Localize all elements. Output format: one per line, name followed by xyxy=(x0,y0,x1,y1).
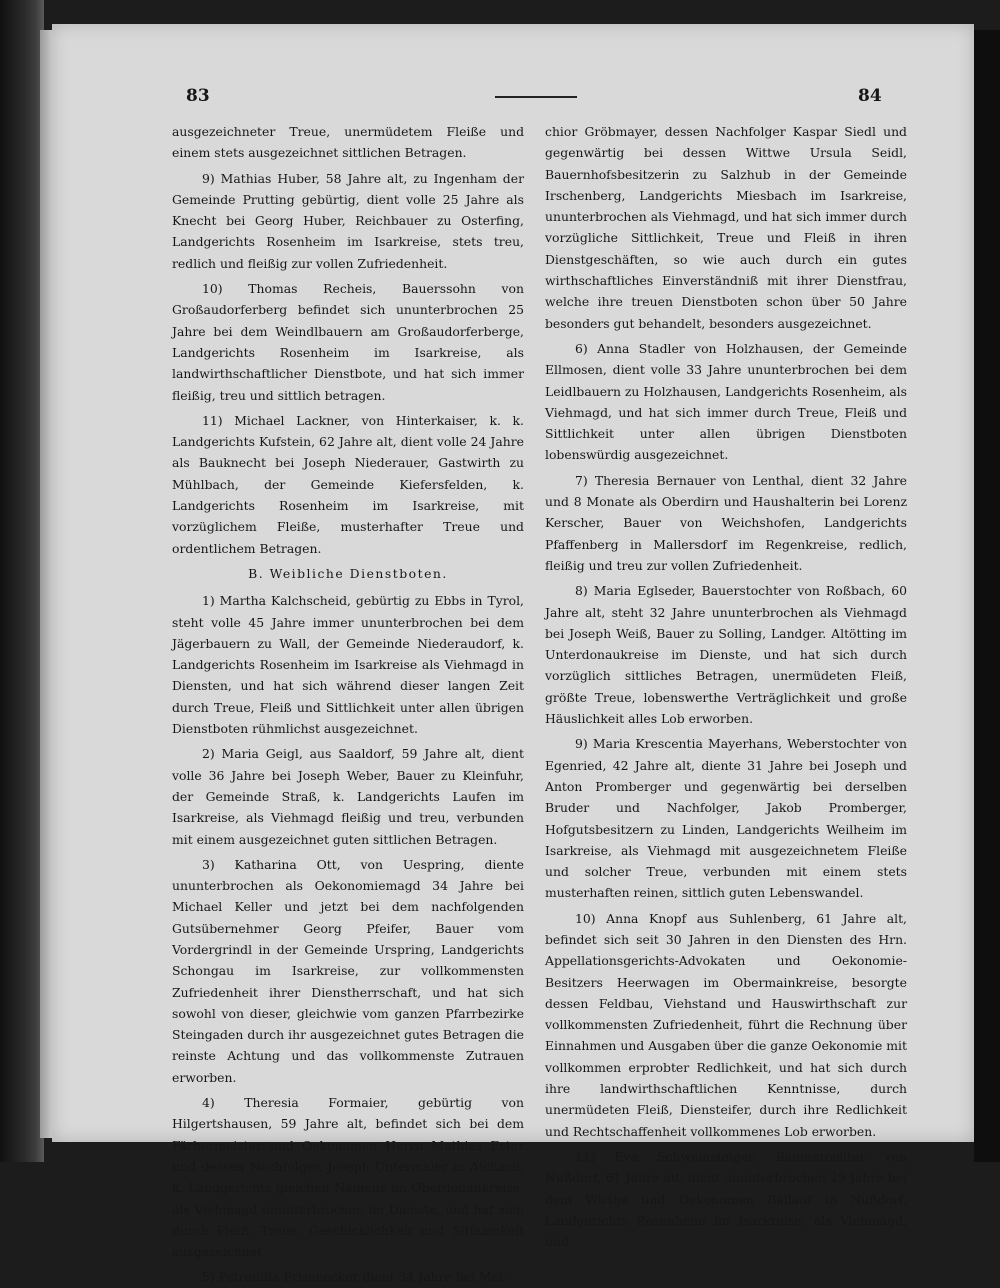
section-heading: B. Weibliche Dienstboten. xyxy=(248,565,448,581)
paragraph-entry-b4: 4) Theresia Formaier, gebürtig von Hilgertshausen, 59 Jahre alt, befindet sich bei dem Färbermeister und Oekonomen Herrn Mathias Ester und dessen Nachfolger, Joseph Untermaier in Aichach, k. Landgerichts gleichen Namens im Oberdonaukreise, als Viehmagd ununterbrochen im Dienste, und hat sich durch Fleiß, Treue, Geschicklichkeit und Sittsamkeit ausgezeichnet. xyxy=(172,1095,524,1260)
page-number-left: 83 xyxy=(186,86,210,106)
paragraph-entry-b5: 5) Petronilla Frisenecker dient 34 Jahre bei Mel- xyxy=(202,1269,508,1285)
right-column xyxy=(545,121,907,1252)
background-edge xyxy=(974,30,1000,1162)
book-binding xyxy=(0,0,44,1162)
paragraph-entry-b2: 2) Maria Geigl, aus Saaldorf, 59 Jahre alt, dient volle 36 Jahre bei Joseph Weber, Bauer zu Kleinfuhr, der Gemeinde Straß, k. Landgerichts Laufen im Isarkreise, als Viehmagd fleißig und treu, verbunden mit einem ausgezeichnet guten sittlichen Betragen. xyxy=(172,746,524,847)
paragraph-entry-b1: 1) Martha Kalchscheid, gebürtig zu Ebbs in Tyrol, steht volle 45 Jahre immer ununterbrochen bei dem Jägerbauern zu Wall, der Gemeinde Niederaudorf, k. Landgerichts Rosenheim im Isarkreise als Viehmagd in Diensten, und hat sich während dieser langen Zeit durch Treue, Fleiß und Sittlichkeit unter allen übrigen Dienstboten rühmlichst ausgezeichnet. xyxy=(172,593,524,737)
paragraph-entry-10: 10) Thomas Recheis, Bauerssohn von Großaudorferberg befindet sich ununterbrochen 25 Jahre bei dem Weindlbauern am Großaudorferberge, Landgerichts Rosenheim im Isarkreise, als landwirthschaftlicher Dienstbote, und hat sich immer fleißig, treu und sittlich betragen. xyxy=(172,281,524,403)
paragraph-entry-b11: 11) Eva Schweinsteiger, Bauerstochter von Nußdorf, 61 Jahre alt, dient ununterbrochen 29 Jahre bei dem Wirthe und Oekonomen Ballauf in Nußdorf, Landgerichts Rosenheim im Isarkreise, als Viehmagd, und xyxy=(545,1148,907,1250)
paragraph-entry-b3: 3) Katharina Ott, von Uespring, diente ununterbrochen als Oekonomiemagd 34 Jahre bei Michael Keller und jetzt bei dem nachfolgenden Gutsübernehmer Georg Pfeifer, Bauer vom Vordergrindl in der Gemeinde Urspring, Landgerichts Schongau im Isarkreise, zur vollkommensten Zufriedenheit ihrer Dienstherrschaft, und hat sich sowohl von dieser, gleichwie vom ganzen Pfarrbezirke Steingaden durch ihr ausgezeichnet gutes Betragen die reinste Achtung und das vollkommenste Zutrauen erworben. xyxy=(172,856,524,1085)
paragraph-entry-b7: 7) Theresia Bernauer von Lenthal, dient 32 Jahre und 8 Monate als Oberdirn und Haushalterin bei Lorenz Kerscher, Bauer von Weichshofen, Landgerichts Pfaffenberg in Mallersdorf im Regenkreise, redlich, fleißig und treu zur vollen Zufriedenheit. xyxy=(545,472,907,573)
header-rule xyxy=(495,96,577,98)
paragraph-entry-b10: 10) Anna Knopf aus Suhlenberg, 61 Jahre alt, befindet sich seit 30 Jahren in den Diensten des Hrn. Appellationsgerichts-Advokaten und Oekonomie-Besitzers Heerwagen im Obermainkreise, besorgte dessen Feldbau, Viehstand und Hauswirthschaft zur vollkommensten Zufriedenheit, führt die Rechnung über Einnahmen und Ausgaben über die ganze Oekonomie mit vollkommen erprobter Redlichkeit, und hat sich durch ihre landwirthschaftlichen Kenntnisse, durch unermüdeten Fleiß, Diensteifer, durch ihre Redlichkeit und Rechtschaffenheit vollkommenes Lob erworben. xyxy=(545,910,907,1139)
page-number-right: 84 xyxy=(858,86,882,106)
paragraph-entry-11: 11) Michael Lackner, von Hinterkaiser, k. k. Landgerichts Kufstein, 62 Jahre alt, dient volle 24 Jahre als Bauknecht bei Joseph Niederauer, Gastwirth zu Mühlbach, der Gemeinde Kiefersfelden, k. Landgerichts Rosenheim im Isarkreise, mit vorzüglichem Fleiße, musterhafter Treue und ordentlichem Betragen. xyxy=(172,412,524,556)
paragraph-continued: ausgezeichneter Treue, unermüdetem Fleiße und einem stets ausgezeichnet sittlichen Betragen. xyxy=(172,124,524,161)
paragraph-continued-right: chior Gröbmayer, dessen Nachfolger Kaspar Siedl und gegenwärtig bei dessen Wittwe Ursula Seidl, Bauernhofsbesitzerin zu Salzhub in der Gemeinde Irschenberg, Landgerichts Miesbach im Isarkreise, ununterbrochen als Viehmagd, und hat sich immer durch vorzügliche Sittlichkeit, Treue und Fleiß in ihren Dienstgeschäften, so wie auch durch ein gutes wirthschaftliches Einverständniß mit ihrer Dienstfrau, welche ihre treuen Dienstboten schon über 50 Jahre besonders gut behandelt, besonders ausgezeichnet. xyxy=(545,124,907,331)
paragraph-entry-b8: 8) Maria Eglseder, Bauerstochter von Roßbach, 60 Jahre alt, steht 32 Jahre ununterbrochen als Viehmagd bei Joseph Weiß, Bauer zu Solling, Landger. Altötting im Unterdonaukreise im Dienste, und hat sich durch vorzüglich sittliches Betragen, unermüdeten Fleiß, größte Treue, lobenswerthe Verträglichkeit und große Häuslichkeit alles Lob erworben. xyxy=(545,583,907,727)
paragraph-entry-b6: 6) Anna Stadler von Holzhausen, der Gemeinde Ellmosen, dient volle 33 Jahre ununterbrochen bei dem Leidlbauern zu Holzhausen, Landgerichts Rosenheim, als Viehmagd, und hat sich immer durch Treue, Fleiß und Sittlichkeit unter allen übrigen Dienstboten lobenswürdig ausgezeichnet. xyxy=(545,340,907,463)
paragraph-entry-9: 9) Mathias Huber, 58 Jahre alt, zu Ingenham der Gemeinde Prutting gebürtig, dient volle 25 Jahre als Knecht bei Georg Huber, Reichbauer zu Osterfing, Landgerichts Rosenheim im Isarkreise, stets treu, redlich und fleißig zur vollen Zufriedenheit. xyxy=(172,170,524,271)
paragraph-entry-b9: 9) Maria Krescentia Mayerhans, Weberstochter von Egenried, 42 Jahre alt, diente 31 Jahre bei Joseph und Anton Promberger und gegenwärtig bei derselben Bruder und Nachfolger, Jakob Promberger, Hofgutsbesitzern zu Linden, Landgerichts Weilheim im Isarkreise, als Viehmagd mit ausgezeichnetem Fleiße und solcher Treue, verbunden mit einem stets musterhaften reinen, sittlich guten Lebenswandel. xyxy=(545,736,907,901)
left-column xyxy=(172,121,524,1288)
